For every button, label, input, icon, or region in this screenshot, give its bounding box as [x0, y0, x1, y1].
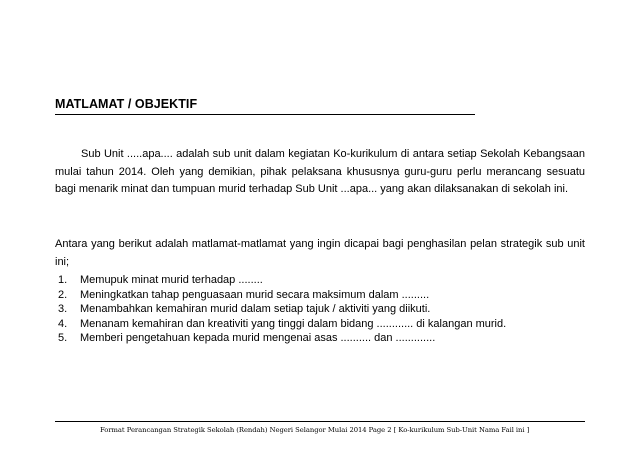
list-item-text: Memupuk minat murid terhadap ........: [80, 274, 263, 286]
section-heading: MATLAMAT / OBJEKTIF: [55, 97, 475, 115]
list-item: [58, 273, 578, 288]
list-item: [58, 331, 578, 346]
list-item: [58, 302, 578, 317]
list-item-number: 4.: [58, 317, 68, 330]
objectives-list: [58, 273, 578, 346]
list-item-text: Memberi pengetahuan kepada murid mengenai asas .......... dan .............: [80, 332, 436, 345]
list-item-number: 1.: [58, 274, 68, 286]
list-item-text: Meningkatkan tahap penguasaan murid secara maksimum dalam .........: [80, 288, 430, 301]
objectives-intro-paragraph: Antara yang berikut adalah matlamat-matlamat yang ingin dicapai bagi penghasilan pelan strategik sub unit ini;: [55, 238, 585, 268]
list-item-number: 5.: [58, 332, 68, 345]
list-item-text: Menanam kemahiran dan kreativiti yang tinggi dalam bidang ............ di kalangan murid.: [80, 317, 507, 330]
page-footer: Format Perancangan Strategik Sekolah (Rendah) Negeri Selangor Mulai 2014 Page 2 [ Ko-kurikulum Sub-Unit Nama Fail ini ]: [100, 426, 530, 434]
list-item: [58, 288, 578, 303]
intro-paragraph: Sub Unit .....apa.... adalah sub unit dalam kegiatan Ko-kurikulum di antara setiap Sekolah Kebangsaan mulai tahun 2014. Oleh yang demikian, pihak pelaksana khususnya guru-guru perlu merancang sesuatu bagi menarik minat dan tumpuan murid terhadap Sub Unit ...apa... yang akan dilaksanakan di sekolah ini.: [55, 148, 585, 196]
list-item-text: Menambahkan kemahiran murid dalam setiap tajuk / aktiviti yang diikuti.: [80, 303, 431, 316]
list-item-number: 2.: [58, 288, 68, 301]
footer-divider: [55, 421, 585, 422]
list-item-number: 3.: [58, 303, 68, 316]
list-item: [58, 317, 578, 332]
